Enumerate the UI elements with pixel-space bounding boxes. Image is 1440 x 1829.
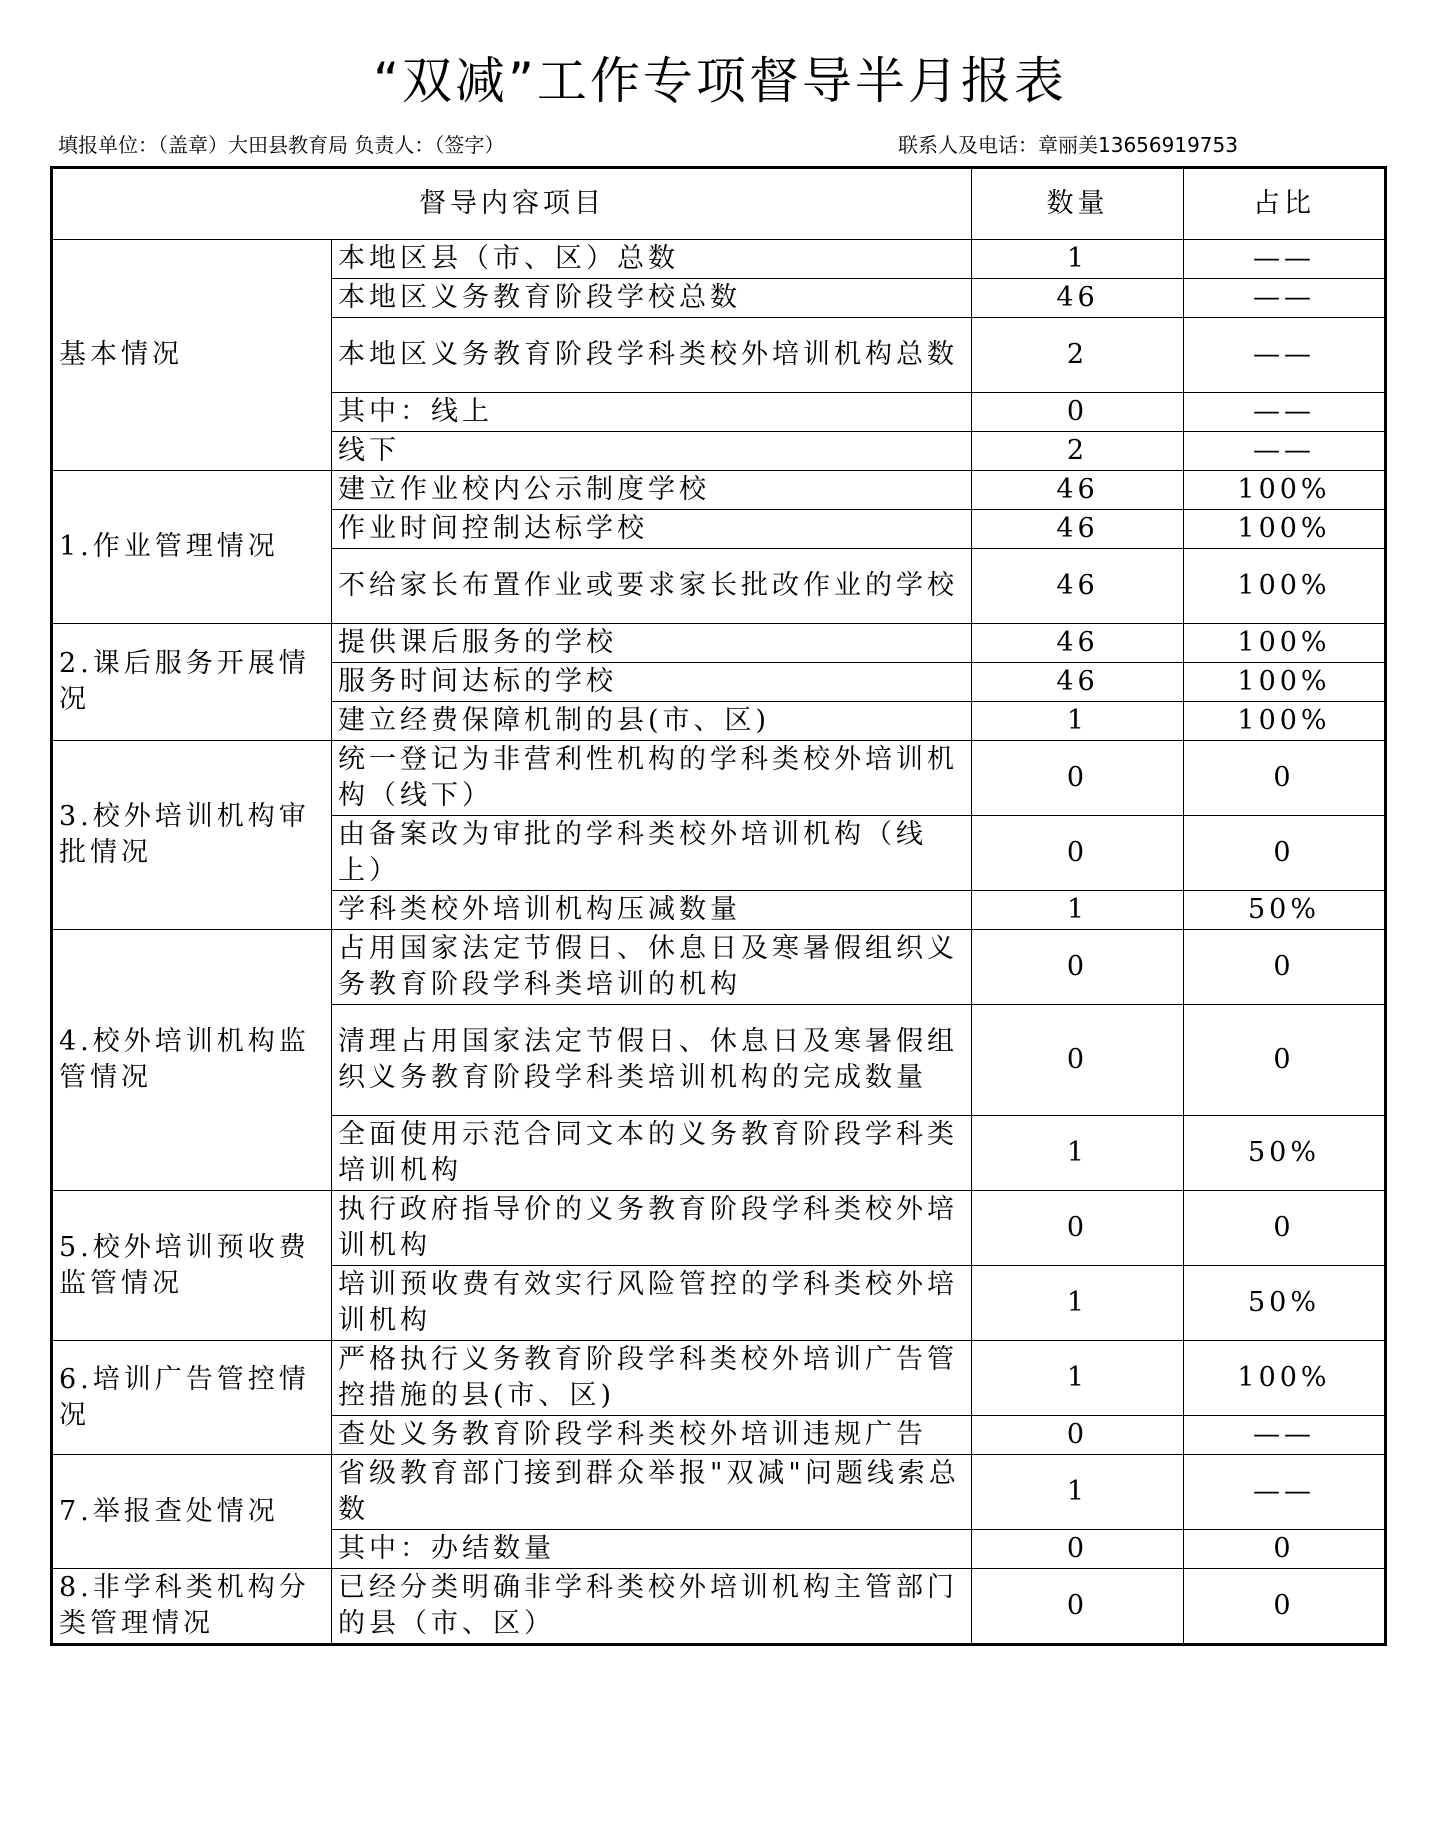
ratio-cell: 100% [1184,663,1386,702]
table-row [52,930,1386,1005]
ratio-cell: 100% [1184,1341,1386,1416]
ratio-cell: —— [1184,1455,1386,1530]
ratio-cell: 0 [1184,1530,1386,1569]
item-cell: 执行政府指导价的义务教育阶段学科类校外培训机构 [332,1191,972,1266]
table-row [52,1341,1386,1416]
ratio-cell: 100% [1184,549,1386,624]
item-cell: 占用国家法定节假日、休息日及寒暑假组织义务教育阶段学科类培训的机构 [332,930,972,1005]
item-cell: 本地区义务教育阶段学校总数 [332,279,972,318]
item-cell: 查处义务教育阶段学科类校外培训违规广告 [332,1416,972,1455]
count-cell: 1 [972,891,1184,930]
item-cell: 已经分类明确非学科类校外培训机构主管部门的县（市、区） [332,1569,972,1645]
item-cell: 不给家长布置作业或要求家长批改作业的学校 [332,549,972,624]
filing-unit-label: 填报单位：（盖章）大田县教育局 [58,133,348,157]
table-row [52,1191,1386,1266]
item-cell: 培训预收费有效实行风险管控的学科类校外培训机构 [332,1266,972,1341]
contact-label: 联系人及电话：章丽美13656919753 [898,133,1238,157]
column-header-count: 数量 [972,168,1184,240]
item-cell: 建立作业校内公示制度学校 [332,471,972,510]
count-cell: 0 [972,1191,1184,1266]
responsible-person-label: 负责人：（签字） [354,133,505,157]
ratio-cell: —— [1184,432,1386,471]
ratio-cell: 100% [1184,471,1386,510]
ratio-cell: —— [1184,240,1386,279]
ratio-cell: —— [1184,279,1386,318]
table-row [52,240,1386,279]
ratio-cell: 0 [1184,1191,1386,1266]
count-cell: 0 [972,393,1184,432]
ratio-cell: 50% [1184,891,1386,930]
category-cell: 基本情况 [52,240,332,471]
item-cell: 本地区县（市、区）总数 [332,240,972,279]
ratio-cell: 0 [1184,930,1386,1005]
count-cell: 46 [972,510,1184,549]
page-title: “双减”工作专项督导半月报表 [373,52,1067,110]
count-cell: 0 [972,1005,1184,1116]
item-cell: 统一登记为非营利性机构的学科类校外培训机构（线下） [332,741,972,816]
table-body [52,240,1386,1645]
ratio-cell: 100% [1184,510,1386,549]
column-header-ratio: 占比 [1184,168,1386,240]
count-cell: 46 [972,549,1184,624]
ratio-cell: 0 [1184,1569,1386,1645]
table-row [52,741,1386,816]
count-cell: 1 [972,1455,1184,1530]
count-cell: 1 [972,1266,1184,1341]
item-cell: 线下 [332,432,972,471]
item-cell: 其中：线上 [332,393,972,432]
table-row [52,624,1386,663]
count-cell: 0 [972,1569,1184,1645]
item-cell: 由备案改为审批的学科类校外培训机构（线上） [332,816,972,891]
table-row [52,471,1386,510]
report-info-left [58,130,504,160]
count-cell: 46 [972,471,1184,510]
item-cell: 提供课后服务的学校 [332,624,972,663]
count-cell: 0 [972,816,1184,891]
count-cell: 1 [972,1116,1184,1191]
item-cell: 清理占用国家法定节假日、休息日及寒暑假组织义务教育阶段学科类培训机构的完成数量 [332,1005,972,1116]
count-cell: 46 [972,624,1184,663]
category-cell: 6.培训广告管控情况 [52,1341,332,1455]
count-cell: 1 [972,1341,1184,1416]
item-cell: 严格执行义务教育阶段学科类校外培训广告管控措施的县(市、区) [332,1341,972,1416]
report-info-right [898,130,1238,160]
ratio-cell: 50% [1184,1116,1386,1191]
category-cell: 5.校外培训预收费监管情况 [52,1191,332,1341]
table-row [52,1569,1386,1645]
category-cell: 1.作业管理情况 [52,471,332,624]
count-cell: 2 [972,432,1184,471]
category-cell: 8.非学科类机构分类管理情况 [52,1569,332,1645]
report-info-line [58,130,1382,160]
category-cell: 2.课后服务开展情况 [52,624,332,741]
item-cell: 服务时间达标的学校 [332,663,972,702]
table-header-row [52,168,1386,240]
ratio-cell: 100% [1184,702,1386,741]
item-cell: 学科类校外培训机构压减数量 [332,891,972,930]
ratio-cell: 0 [1184,741,1386,816]
column-header-content: 督导内容项目 [52,168,972,240]
supervision-report-table [50,166,1387,1646]
ratio-cell: 50% [1184,1266,1386,1341]
item-cell: 全面使用示范合同文本的义务教育阶段学科类培训机构 [332,1116,972,1191]
item-cell: 作业时间控制达标学校 [332,510,972,549]
ratio-cell: —— [1184,393,1386,432]
ratio-cell: —— [1184,318,1386,393]
item-cell: 本地区义务教育阶段学科类校外培训机构总数 [332,318,972,393]
count-cell: 0 [972,1416,1184,1455]
category-cell: 7.举报查处情况 [52,1455,332,1569]
count-cell: 0 [972,930,1184,1005]
ratio-cell: 100% [1184,624,1386,663]
count-cell: 1 [972,702,1184,741]
category-cell: 3.校外培训机构审批情况 [52,741,332,930]
count-cell: 0 [972,1530,1184,1569]
item-cell: 省级教育部门接到群众举报"双减"问题线索总数 [332,1455,972,1530]
item-cell: 其中：办结数量 [332,1530,972,1569]
count-cell: 46 [972,279,1184,318]
ratio-cell: 0 [1184,1005,1386,1116]
ratio-cell: 0 [1184,816,1386,891]
category-cell: 4.校外培训机构监管情况 [52,930,332,1191]
item-cell: 建立经费保障机制的县(市、区) [332,702,972,741]
count-cell: 46 [972,663,1184,702]
count-cell: 1 [972,240,1184,279]
count-cell: 0 [972,741,1184,816]
table-row [52,1455,1386,1530]
ratio-cell: —— [1184,1416,1386,1455]
count-cell: 2 [972,318,1184,393]
